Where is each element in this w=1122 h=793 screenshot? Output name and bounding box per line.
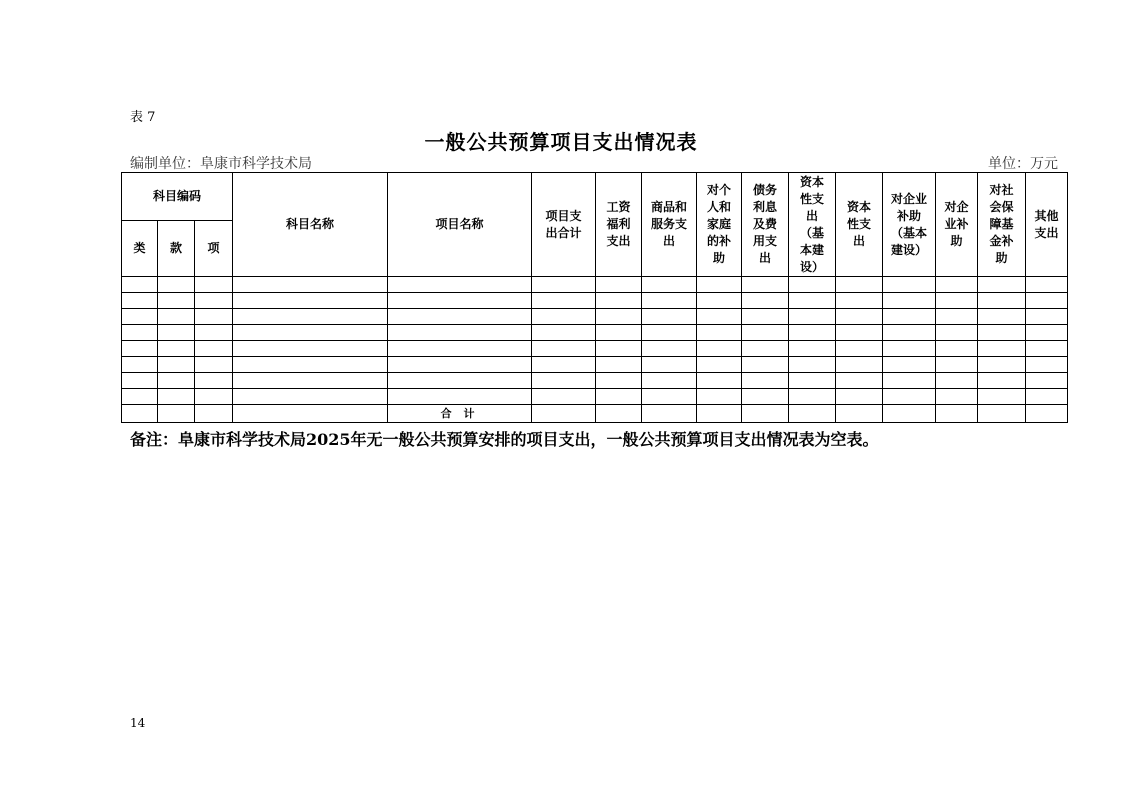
table-row <box>122 389 1068 405</box>
header-individual-subsidy: 对个人和家庭的补助 <box>697 173 742 277</box>
header-subject-name: 科目名称 <box>233 173 388 277</box>
page-number: 14 <box>130 716 146 730</box>
table-row <box>122 373 1068 389</box>
header-xiang: 项 <box>195 221 233 277</box>
table-row <box>122 293 1068 309</box>
page-title: 一般公共预算项目支出情况表 <box>424 130 698 154</box>
header-kuan: 款 <box>158 221 195 277</box>
compiling-unit: 编制单位：阜康市科学技术局 <box>130 156 312 172</box>
header-enterprise-subsidy-construction: 对企业补助（基本建设） <box>883 173 936 277</box>
total-label: 合 计 <box>388 405 532 423</box>
header-social-security-subsidy: 对社会保障基金补助 <box>978 173 1026 277</box>
table-row <box>122 309 1068 325</box>
table-number: 表 7 <box>130 110 156 125</box>
header-capital: 资本性支出 <box>836 173 883 277</box>
header-lei: 类 <box>122 221 158 277</box>
table-row <box>122 325 1068 341</box>
currency-unit: 单位：万元 <box>988 156 1058 172</box>
header-debt-interest: 债务利息及费用支出 <box>742 173 789 277</box>
header-project-total: 项目支出合计 <box>532 173 596 277</box>
table-row <box>122 341 1068 357</box>
header-capital-construction: 资本性支出（基本建设） <box>789 173 836 277</box>
header-goods-services: 商品和服务支出 <box>642 173 697 277</box>
remark-note: 备注：阜康市科学技术局2025年无一般公共预算安排的项目支出，一般公共预算项目支出情况表为空表。 <box>130 430 879 449</box>
table-row <box>122 277 1068 293</box>
header-enterprise-subsidy: 对企业补助 <box>936 173 978 277</box>
header-wages: 工资福利支出 <box>596 173 642 277</box>
header-project-name: 项目名称 <box>388 173 532 277</box>
header-subject-code: 科目编码 <box>122 173 233 221</box>
budget-table <box>121 172 1068 423</box>
header-other: 其他支出 <box>1026 173 1068 277</box>
total-row <box>122 405 1068 423</box>
table-row <box>122 357 1068 373</box>
